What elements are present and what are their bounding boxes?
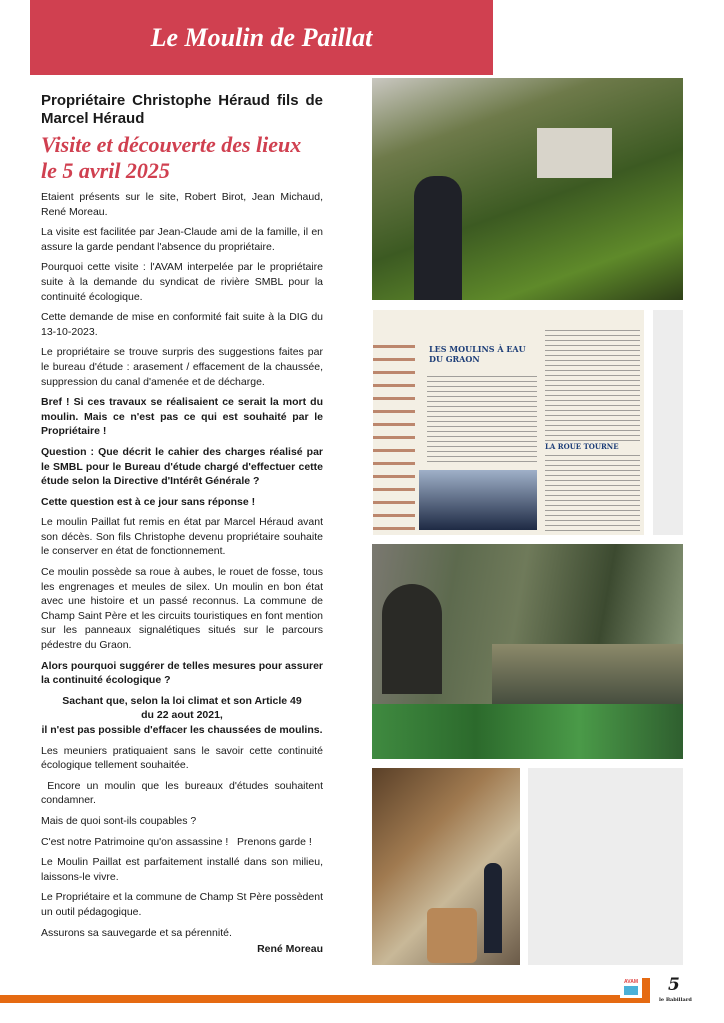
foliage bbox=[372, 704, 683, 759]
logo-box bbox=[620, 978, 642, 998]
quote-line: Sachant que, selon la loi climat et son Article 49 bbox=[62, 694, 302, 707]
millstone-casing bbox=[427, 908, 477, 963]
law-quote bbox=[41, 694, 323, 738]
paragraph: Assurons sa sauvegarde et sa pérennité. bbox=[41, 926, 232, 939]
page-number: 5 bbox=[668, 975, 680, 995]
avam-logo bbox=[620, 978, 650, 1003]
paragraph: La visite est facilitée par Jean-Claude ami de la famille, il en assure la garde pendant l'absence du propriétaire. bbox=[41, 226, 323, 253]
logo-text: AVAM bbox=[624, 979, 638, 985]
mill-building bbox=[537, 128, 612, 178]
paragraph: Cette question est à ce jour sans réponse ! bbox=[41, 495, 256, 508]
person bbox=[484, 863, 502, 953]
paragraph: Etaient présents sur le site, Robert Birot, Jean Michaud, René Moreau. bbox=[41, 191, 323, 218]
sign-text bbox=[545, 326, 640, 531]
quote-line: du 22 aout 2021, bbox=[141, 709, 223, 722]
paragraph: Le Moulin Paillat est parfaitement installé dans son milieu, laissons-le vivre. bbox=[41, 856, 323, 883]
page-title: Le Moulin de Paillat bbox=[150, 22, 373, 52]
sign-left-text bbox=[373, 335, 415, 535]
paragraph: Pourquoi cette visite : l'AVAM interpelée par le propriétaire suite à la demande du syndicat de rivière SMBL pour la continuité écologique. bbox=[41, 261, 323, 303]
photo-info-sign bbox=[373, 310, 644, 535]
footer-bar bbox=[0, 995, 650, 1003]
photo-mill-interior bbox=[372, 768, 520, 965]
paragraph: Le moulin Paillat fut remis en état par Marcel Héraud avant son décès. Son fils Christophe devenu propriétaire souhaite le conserver en état de fonctionnement. bbox=[41, 516, 323, 558]
photo-mill-garden bbox=[372, 78, 683, 300]
signature: René Moreau bbox=[257, 943, 323, 956]
paragraph: Le propriétaire se trouve surpris des suggestions faites par le bureau d'étude : arasement / effacement de la chaussée, suppression du canal d'amenée et de décharge. bbox=[41, 346, 323, 388]
quote-line: il n'est pas possible d'effacer les chaussées de moulins. bbox=[41, 724, 323, 736]
grey-panel bbox=[653, 310, 683, 535]
logo-mark bbox=[624, 986, 638, 995]
paragraph: Encore un moulin que les bureaux d'études souhaitent condamner. bbox=[41, 779, 326, 807]
paragraph: Cette demande de mise en conformité fait suite à la DIG du 13-10-2023. bbox=[41, 311, 323, 338]
paragraph: Les meuniers pratiquaient sans le savoir cette continuité écologique tellement souhaitée. bbox=[41, 744, 323, 772]
paragraph: Ce moulin possède sa roue à aubes, le rouet de fosse, tous les engrenages et meules de silex. Un moulin en bon état avec une histoire et un passé reconnus. La commune de Champ Saint Père et les circuits touristiques en font mention sur les panneaux signalétiques situés sur le parcours pédestre du Graon. bbox=[41, 566, 323, 652]
article-column bbox=[41, 92, 326, 963]
person bbox=[414, 176, 462, 300]
paragraph: Alors pourquoi suggérer de telles mesures pour assurer la continuité écologique ? bbox=[41, 659, 323, 687]
photo-river-weir bbox=[372, 544, 683, 759]
sluice-arch bbox=[382, 584, 442, 694]
subheading-line: le 5 avril 2025 bbox=[41, 158, 170, 183]
paragraph: Mais de quoi sont-ils coupables ? bbox=[41, 814, 197, 827]
sign-section: LA ROUE TOURNE bbox=[545, 442, 640, 451]
title-banner bbox=[30, 0, 493, 75]
sign-text bbox=[427, 372, 537, 462]
magazine-name: le Babillard bbox=[659, 997, 692, 1003]
paragraph: Question : Que décrit le cahier des charges réalisé par le SMBL pour le Bureau d'étude chargé d'effectuer cette étude selon la Directive d'Intérêt Générale ? bbox=[41, 445, 323, 488]
article-subheading bbox=[41, 132, 323, 184]
paragraph: Bref ! Si ces travaux se réalisaient ce serait la mort du moulin. Mais ce n'est pas ce qui est souhaité par le Propriétaire ! bbox=[41, 396, 323, 438]
article-heading: Propriétaire Christophe Héraud fils de Marcel Héraud bbox=[41, 92, 323, 127]
paragraph: C'est notre Patrimoine qu'on assassine ! Prenons garde ! bbox=[41, 835, 312, 848]
sign-title: LES MOULINS À EAU DU GRAON bbox=[429, 344, 526, 364]
subheading-line: Visite et découverte des lieux bbox=[41, 132, 302, 157]
sign-photo bbox=[419, 470, 537, 530]
grey-panel bbox=[528, 768, 683, 965]
paragraph: Le Propriétaire et la commune de Champ St Père possèdent un outil pédagogique. bbox=[41, 891, 323, 918]
